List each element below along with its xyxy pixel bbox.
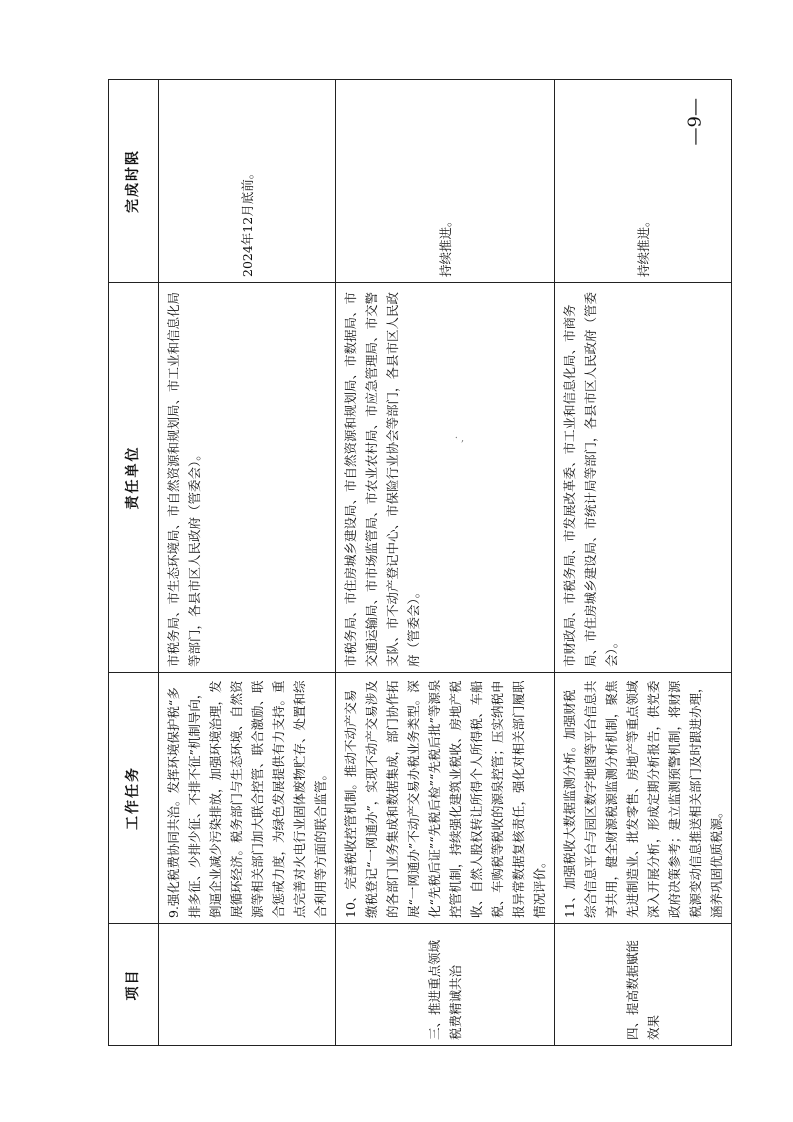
table-row xyxy=(159,80,336,1046)
row-deadline: 持续推进。 xyxy=(555,80,732,283)
row-deadline: 2024年12月底前。 xyxy=(159,80,336,283)
row-units: 市税务局、市生态环境局、市自然资源和规划局、市工业和信息化局等部门，各县市区人民政府（管委会）。 xyxy=(159,283,336,673)
row-units: 市财政局、市税务局、市发展改革委、市工业和信息化局、市商务局、市住房城乡建设局、市统计局等部门，各县市区人民政府（管委会）。 xyxy=(555,283,732,673)
header-deadline: 完成时限 xyxy=(109,80,159,283)
page-number: —9— xyxy=(684,98,706,146)
header-project: 项目 xyxy=(109,924,159,1046)
row-task: 10、完善税收控管机制。推动不动产交易缴税登记“一网通办”，实现不动产交易涉及的各部门业务集成和数据集成，部门协作拓展“一网通办”不动产交易办税业务类型。深化“先税后证”“先税后检”“先税后批”等源泉控管机制，持续强化建筑业税收、房地产税收、自然人股权转让所得个人所得税、车船税、车购税等税收的源泉控管；压实纳税申报异常数据复核责任，强化对相关部门履职情况评价。 xyxy=(336,673,555,924)
row-project: 四、提高数据赋能效果 xyxy=(555,924,732,1046)
row-units: 市税务局、市住房城乡建设局、市自然资源和规划局、市数据局、市交通运输局、市市场监管局、市农业农村局、市应急管理局、市交警支队、市不动产登记中心、市保险行业协会等部门，各县市区人民政府（管委会）。 xyxy=(336,283,555,673)
row-project xyxy=(159,924,336,1046)
table-header-row xyxy=(109,80,159,1046)
header-task: 工作任务 xyxy=(109,673,159,924)
row-project: 三、推进重点领域税费精诚共治 xyxy=(336,924,555,1046)
row-task: 9.强化税费协同共治。发挥环境保护税“多排多征、少排少征、不排不征”机制导向，倒逼企业减少污染排放，加强环境治理，发展循环经济。税务部门与生态环境、自然资源等相关部门加大联合控管、联合激励、联合惩戒力度，为绿色发展提供有力支持。重点完善对火电行业固体废物贮存、处置和综合利用等方面的联合监管。 xyxy=(159,673,336,924)
row-deadline: 持续推进。 xyxy=(336,80,555,283)
task-table xyxy=(108,79,732,1046)
header-units: 责任单位 xyxy=(109,283,159,673)
table-row xyxy=(336,80,555,1046)
row-task: 11、加强税收大数据监测分析。加强财税综合信息平台与园区数字地图等平台信息共享共用，健全财源税源监测分析机制，聚焦先进制造业、批发零售、房地产等重点领域深入开展分析，形成定期分析报告，供党委政府决策参考；建立监测预警机制，将财源税源变动信息推送相关部门及时跟进办理，涵养巩固优质税源。 xyxy=(555,673,732,924)
rotated-table-wrapper xyxy=(108,80,724,1046)
table-row xyxy=(555,80,732,1046)
scan-speck: ⸱ ‚ xyxy=(455,433,465,444)
